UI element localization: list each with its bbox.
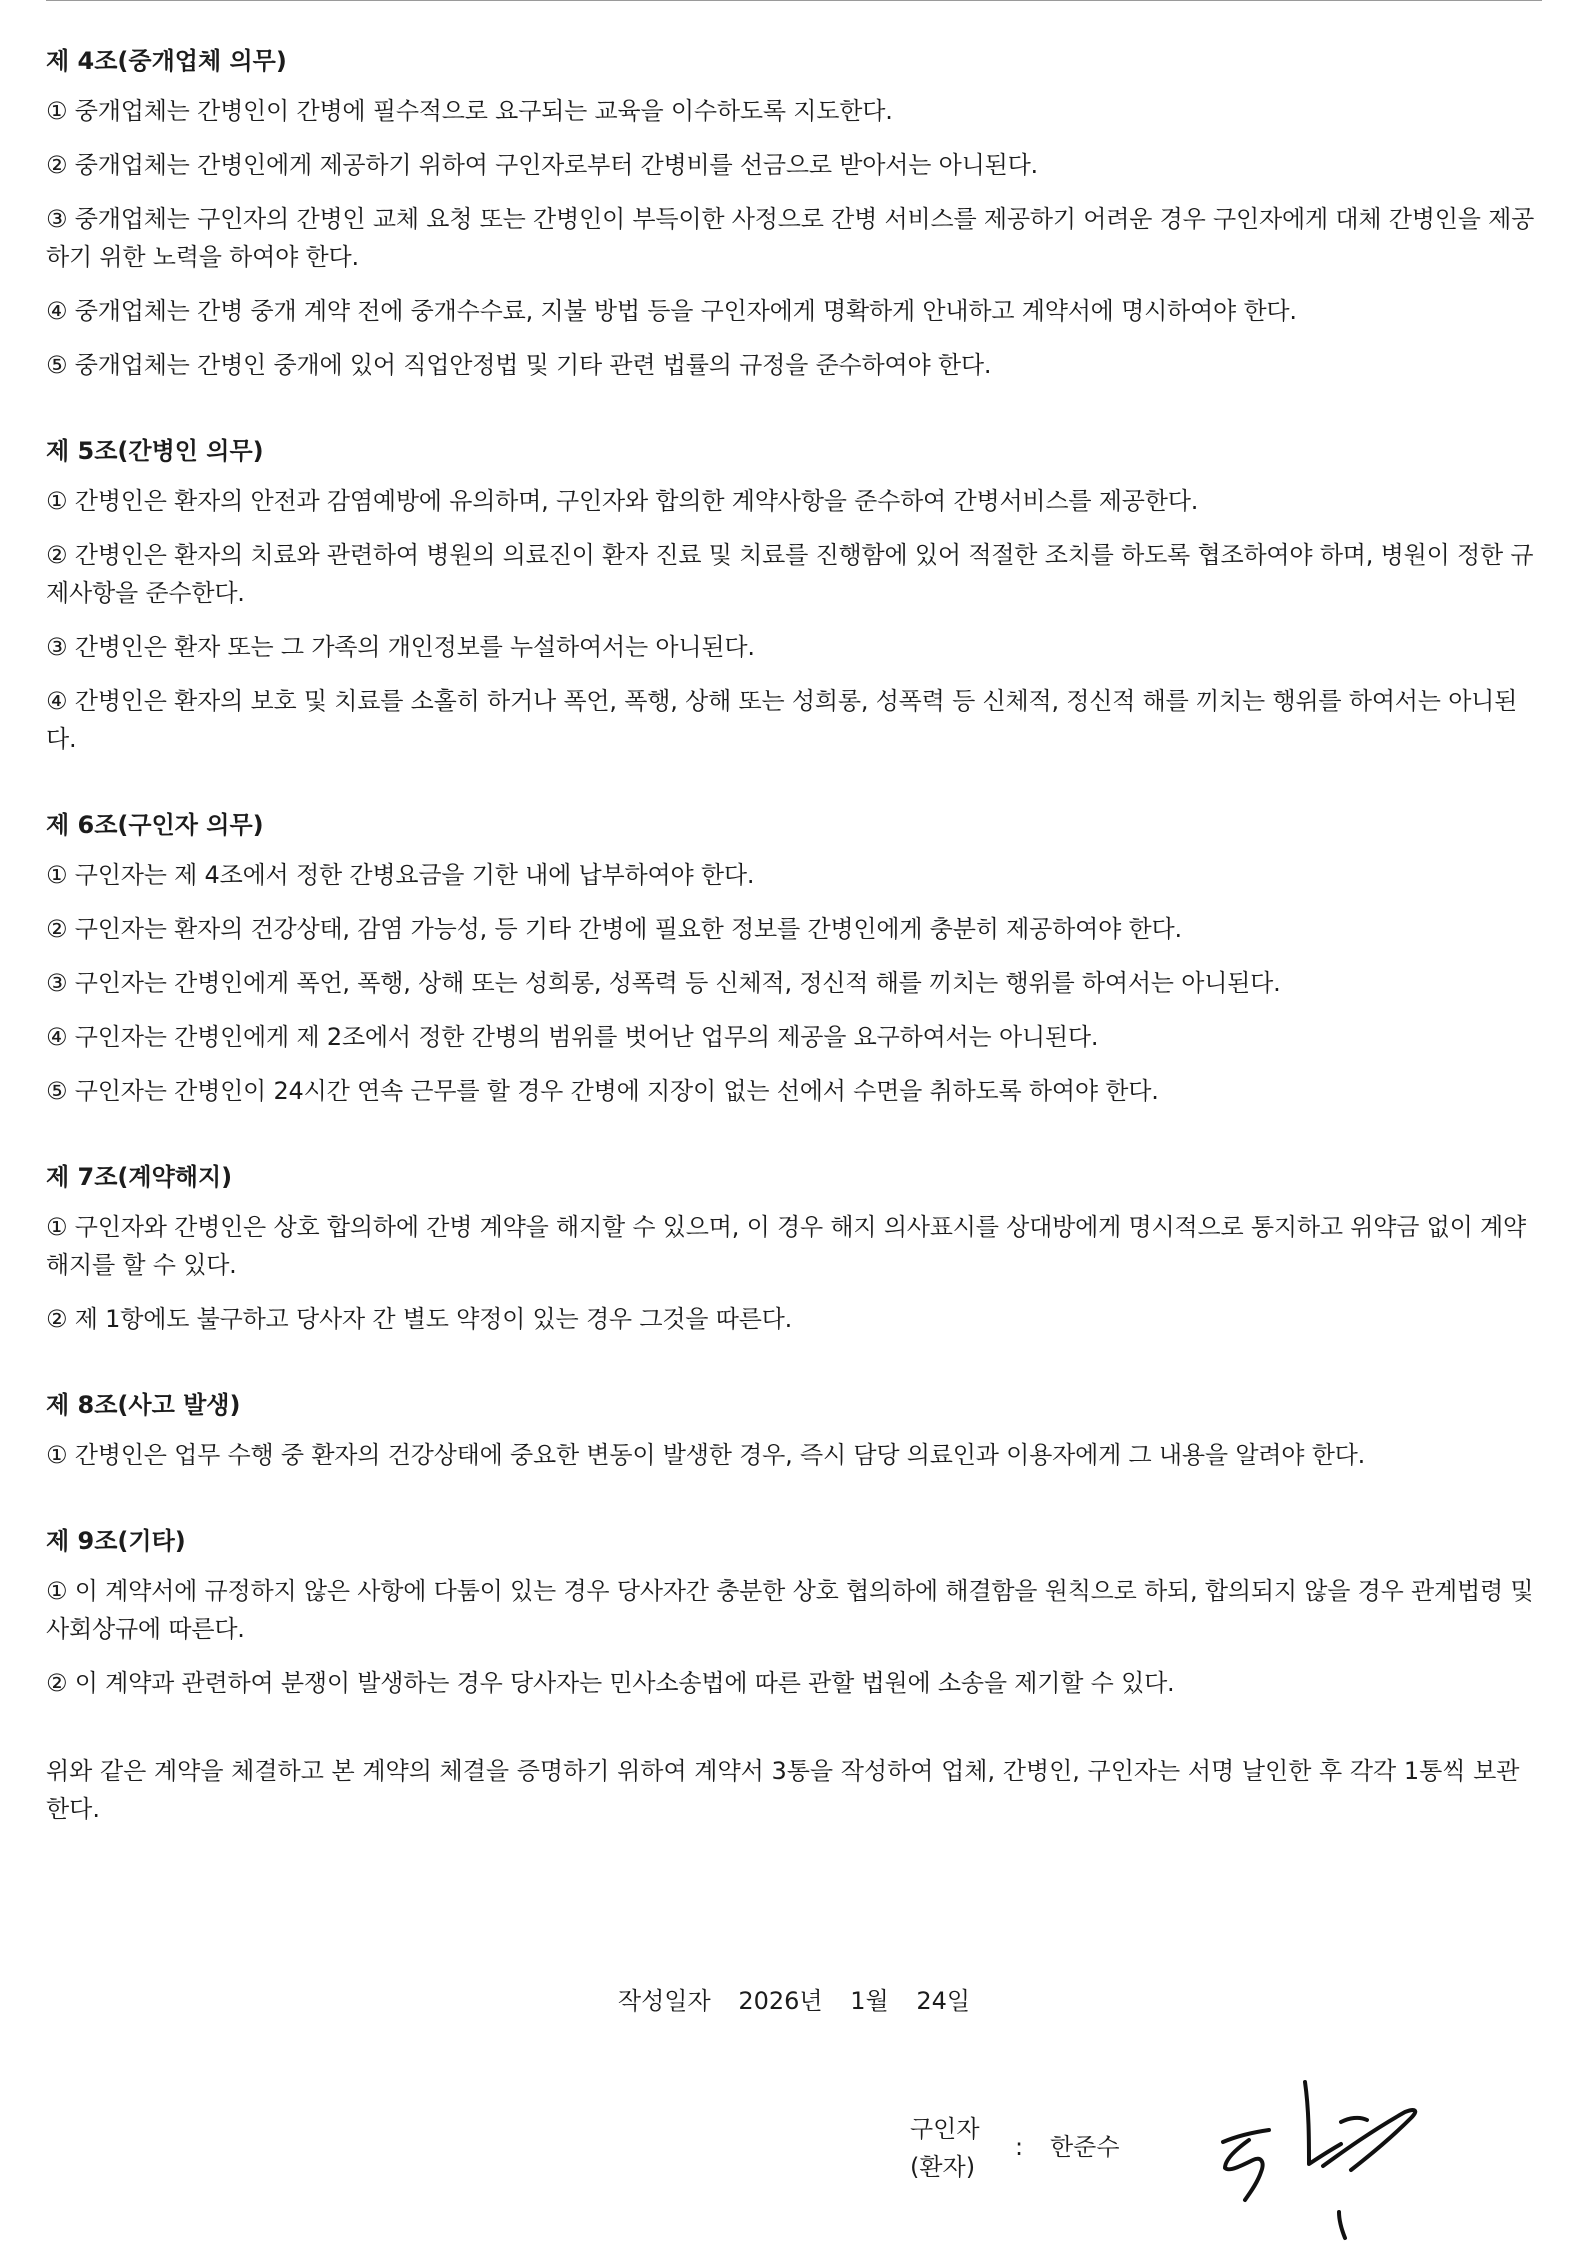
signer-name: 한준수 [1050, 2133, 1120, 2161]
article-title: 제 7조(계약해지) [46, 1163, 233, 1191]
clause: ② 중개업체는 간병인에게 제공하기 위하여 구인자로부터 간병비를 선금으로 받아서는 아니된다. [46, 151, 1038, 179]
top-divider [46, 0, 1542, 1]
clause: ② 구인자는 환자의 건강상태, 감염 가능성, 등 기타 간병에 필요한 정보를 간병인에게 충분히 제공하여야 한다. [46, 915, 1182, 943]
clause: ④ 간병인은 환자의 보호 및 치료를 소홀히 하거나 폭언, 폭행, 상해 또는 성희롱, 성폭력 등 신체적, 정신적 해를 끼치는 행위를 하여서는 아니된다. [46, 687, 1518, 753]
clause: ① 간병인은 환자의 안전과 감염예방에 유의하며, 구인자와 합의한 계약사항을 준수하여 간병서비스를 제공한다. [46, 487, 1199, 515]
signer-role-line1: 구인자 [910, 2115, 980, 2143]
clause: ④ 구인자는 간병인에게 제 2조에서 정한 간병의 범위를 벗어난 업무의 제공을 요구하여서는 아니된다. [46, 1023, 1099, 1051]
article-title: 제 6조(구인자 의무) [46, 811, 264, 839]
clause: ③ 간병인은 환자 또는 그 가족의 개인정보를 누설하여서는 아니된다. [46, 633, 755, 661]
clause: ② 간병인은 환자의 치료와 관련하여 병원의 의료진이 환자 진료 및 치료를 진행함에 있어 적절한 조치를 하도록 협조하여야 하며, 병원이 정한 규제사항을 준수한다. [46, 541, 1534, 607]
clause: ① 구인자는 제 4조에서 정한 간병요금을 기한 내에 납부하여야 한다. [46, 861, 755, 889]
clause: ④ 중개업체는 간병 중개 계약 전에 중개수수료, 지불 방법 등을 구인자에게 명확하게 안내하고 계약서에 명시하여야 한다. [46, 297, 1297, 325]
signer-colon: : [1015, 2133, 1024, 2161]
date-label: 작성일자 [617, 1987, 711, 2015]
date-line [0, 1982, 1588, 2020]
date-month: 1월 [850, 1987, 889, 2015]
date-day: 24일 [916, 1987, 971, 2015]
handwritten-signature [1205, 2060, 1455, 2245]
article-8 [46, 1388, 1542, 1474]
clause: ① 간병인은 업무 수행 중 환자의 건강상태에 중요한 변동이 발생한 경우, 즉시 담당 의료인과 이용자에게 그 내용을 알려야 한다. [46, 1441, 1366, 1469]
clause: ① 구인자와 간병인은 상호 합의하에 간병 계약을 해지할 수 있으며, 이 경우 해지 의사표시를 상대방에게 명시적으로 통지하고 위약금 없이 계약해지를 할 수 있다. [46, 1213, 1526, 1279]
date-year: 2026년 [738, 1987, 823, 2015]
clause: ② 이 계약과 관련하여 분쟁이 발생하는 경우 당사자는 민사소송법에 따른 관할 법원에 소송을 제기할 수 있다. [46, 1669, 1175, 1697]
signer-role-line2: (환자) [910, 2153, 976, 2181]
article-9 [46, 1524, 1542, 1702]
clause: ③ 구인자는 간병인에게 폭언, 폭행, 상해 또는 성희롱, 성폭력 등 신체적, 정신적 해를 끼치는 행위를 하여서는 아니된다. [46, 969, 1281, 997]
clause: ① 이 계약서에 규정하지 않은 사항에 다툼이 있는 경우 당사자간 충분한 상호 협의하에 해결함을 원칙으로 하되, 합의되지 않을 경우 관계법령 및 사회상규에 따른다. [46, 1577, 1534, 1643]
contract-body [46, 26, 1542, 1828]
article-6 [46, 808, 1542, 1110]
signer-role [910, 2110, 1020, 2186]
clause: ③ 중개업체는 구인자의 간병인 교체 요청 또는 간병인이 부득이한 사정으로 간병 서비스를 제공하기 어려운 경우 구인자에게 대체 간병인을 제공하기 위한 노력을 하여야 한다. [46, 205, 1535, 271]
clause: ① 중개업체는 간병인이 간병에 필수적으로 요구되는 교육을 이수하도록 지도한다. [46, 97, 893, 125]
closing-statement: 위와 같은 계약을 체결하고 본 계약의 체결을 증명하기 위하여 계약서 3통을 작성하여 업체, 간병인, 구인자는 서명 날인한 후 각각 1통씩 보관한다. [46, 1757, 1520, 1823]
article-4 [46, 44, 1542, 384]
clause: ② 제 1항에도 불구하고 당사자 간 별도 약정이 있는 경우 그것을 따른다. [46, 1305, 793, 1333]
clause: ⑤ 구인자는 간병인이 24시간 연속 근무를 할 경우 간병에 지장이 없는 선에서 수면을 취하도록 하여야 한다. [46, 1077, 1159, 1105]
article-title: 제 4조(중개업체 의무) [46, 47, 287, 75]
article-title: 제 5조(간병인 의무) [46, 437, 264, 465]
article-title: 제 9조(기타) [46, 1527, 186, 1555]
article-5 [46, 434, 1542, 758]
article-title: 제 8조(사고 발생) [46, 1391, 241, 1419]
clause: ⑤ 중개업체는 간병인 중개에 있어 직업안정법 및 기타 관련 법률의 규정을 준수하여야 한다. [46, 351, 992, 379]
article-7 [46, 1160, 1542, 1338]
